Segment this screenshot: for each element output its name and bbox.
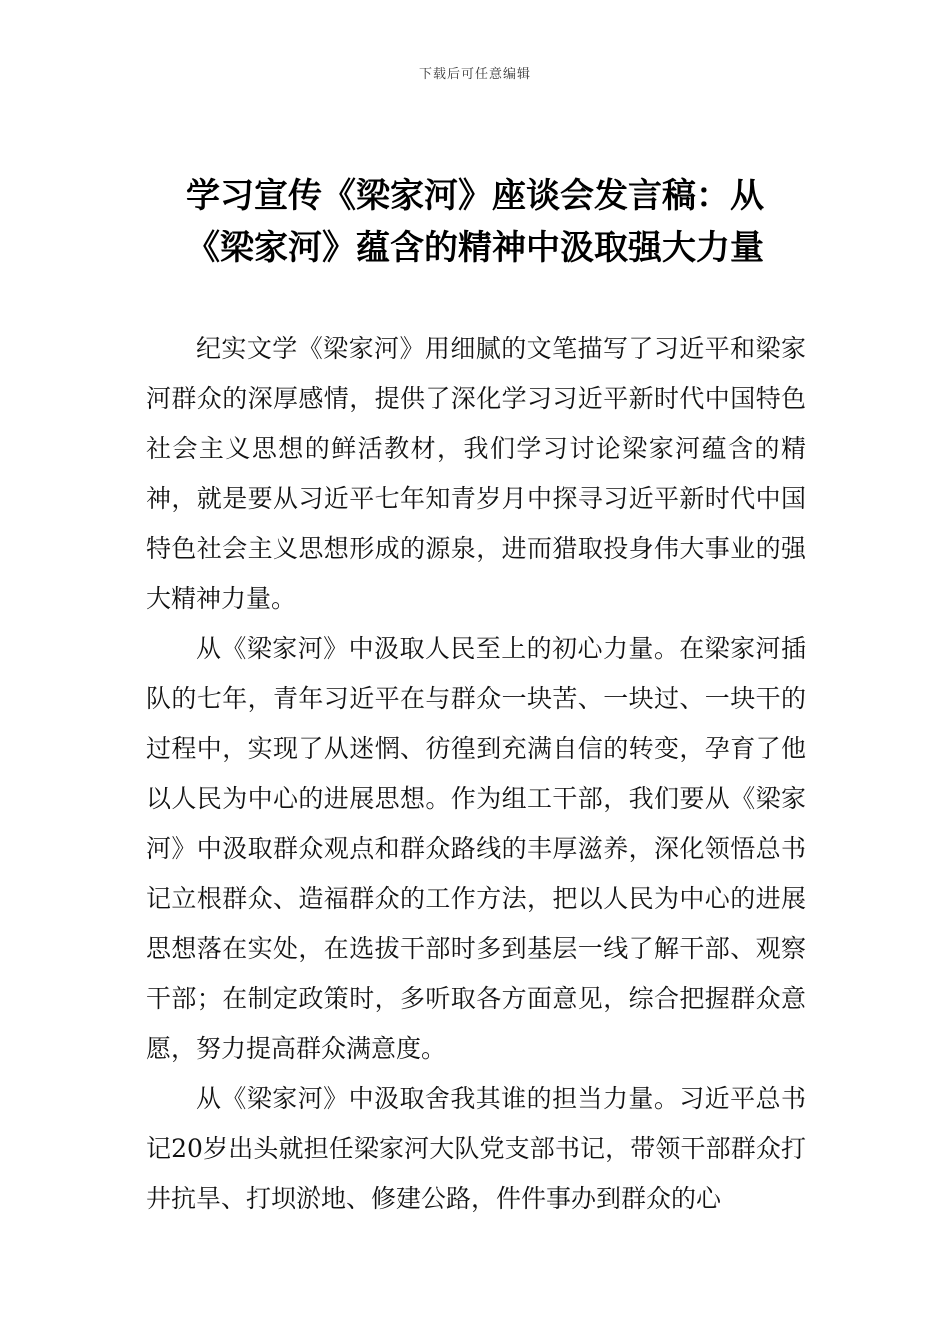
paragraph: 从《梁家河》中汲取舍我其谁的担当力量。习近平总书记20岁出头就担任梁家河大队党支部书记，带领干部群众打井抗旱、打坝淤地、修建公路，件件事办到群众的心 bbox=[146, 1084, 806, 1213]
title-line-1: 学习宣传《梁家河》座谈会发言稿：从 bbox=[186, 176, 764, 216]
title-line-2: 《梁家河》蕴含的精神中汲取强大力量 bbox=[186, 228, 764, 268]
header-note: 下载后可任意编辑 bbox=[418, 67, 531, 82]
document-title bbox=[140, 170, 810, 274]
paragraph: 纪实文学《梁家河》用细腻的文笔描写了习近平和梁家河群众的深厚感情，提供了深化学习习近平新时代中国特色社会主义思想的鲜活教材，我们学习讨论梁家河蕴含的精神，就是要从习近平七年知青岁月中探寻习近平新时代中国特色社会主义思想形成的源泉，进而猎取投身伟大事业的强大精神力量。 bbox=[146, 334, 806, 613]
paragraph: 从《梁家河》中汲取人民至上的初心力量。在梁家河插队的七年，青年习近平在与群众一块苦、一块过、一块干的过程中，实现了从迷惘、彷徨到充满自信的转变，孕育了他以人民为中心的进展思想。作为组工干部，我们要从《梁家河》中汲取群众观点和群众路线的丰厚滋养，深化领悟总书记立根群众、造福群众的工作方法，把以人民为中心的进展思想落在实处，在选拔干部时多到基层一线了解干部、观察干部；在制定政策时，多听取各方面意见，综合把握群众意愿，努力提高群众满意度。 bbox=[146, 634, 806, 1063]
document-body bbox=[146, 324, 806, 1224]
